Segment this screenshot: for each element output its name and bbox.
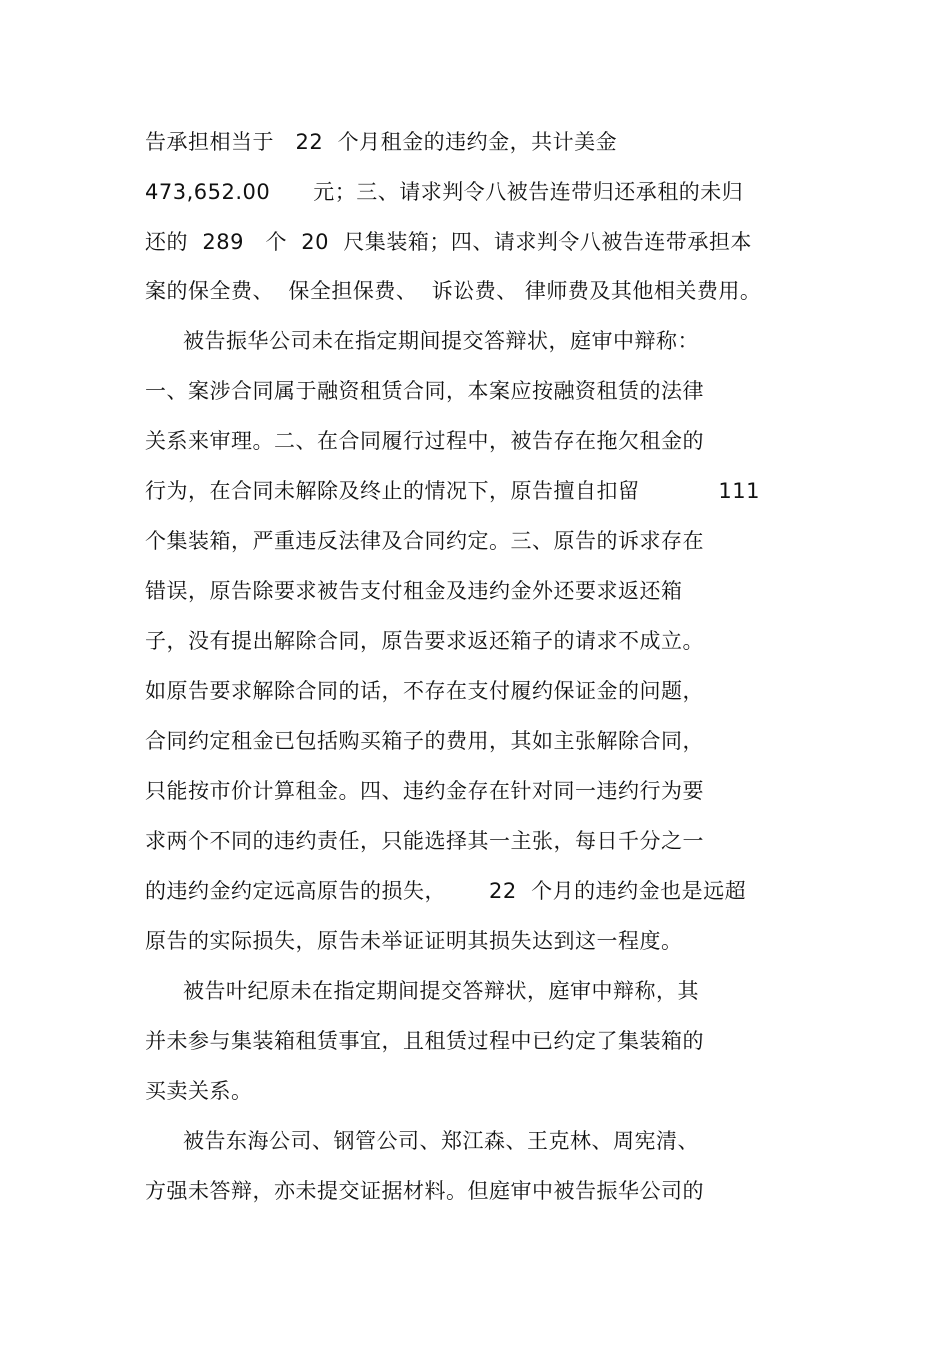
text-line-4: 案的保全费、 保全担保费、 诉讼费、 律师费及其他相关费用。 xyxy=(145,279,762,303)
text-line-14: 只能按市价计算租金。四、违约金存在针对同一违约行为要 xyxy=(145,779,704,803)
text-line-10: 错误，原告除要求被告支付租金及违约金外还要求返还箱 xyxy=(145,579,683,603)
text-line-9: 个集装箱，严重违反法律及合同约定。三、原告的诉求存在 xyxy=(145,529,704,553)
text-line-1: 告承担相当于 22 个月租金的违约金，共计美金 xyxy=(145,130,618,154)
text-line-17: 原告的实际损失，原告未举证证明其损失达到这一程度。 xyxy=(145,929,683,953)
text-line-3: 还的 289 个 20 尺集装箱；四、请求判令八被告连带承担本 xyxy=(145,230,752,254)
text-line-22: 方强未答辩，亦未提交证据材料。但庭审中被告振华公司的 xyxy=(145,1179,704,1203)
text-line-6: 一、案涉合同属于融资租赁合同，本案应按融资租赁的法律 xyxy=(145,379,704,403)
text-line-11: 子，没有提出解除合同，原告要求返还箱子的请求不成立。 xyxy=(145,629,704,653)
text-line-20: 买卖关系。 xyxy=(145,1079,253,1103)
paragraph-start-other-defendants: 被告东海公司、钢管公司、郑江森、王克林、周宪清、 xyxy=(183,1129,699,1153)
text-line-2: 473,652.00 元；三、请求判令八被告连带归还承租的未归 xyxy=(145,180,744,204)
text-line-7: 关系来审理。二、在合同履行过程中，被告存在拖欠租金的 xyxy=(145,429,704,453)
text-line-16: 的违约金约定远高原告的损失， 22 个月的违约金也是远超 xyxy=(145,879,747,903)
text-line-12: 如原告要求解除合同的话，不存在支付履约保证金的问题， xyxy=(145,679,704,703)
paragraph-start-zhenhua-defense: 被告振华公司未在指定期间提交答辩状，庭审中辩称： xyxy=(183,329,699,353)
text-line-8: 行为，在合同未解除及终止的情况下，原告擅自扣留 111 xyxy=(145,479,761,503)
text-line-13: 合同约定租金已包括购买箱子的费用，其如主张解除合同， xyxy=(145,729,704,753)
text-line-19: 并未参与集装箱租赁事宜，且租赁过程中已约定了集装箱的 xyxy=(145,1029,704,1053)
paragraph-start-ye-defense: 被告叶纪原未在指定期间提交答辩状，庭审中辩称，其 xyxy=(183,979,699,1003)
text-line-15: 求两个不同的违约责任，只能选择其一主张，每日千分之一 xyxy=(145,829,704,853)
